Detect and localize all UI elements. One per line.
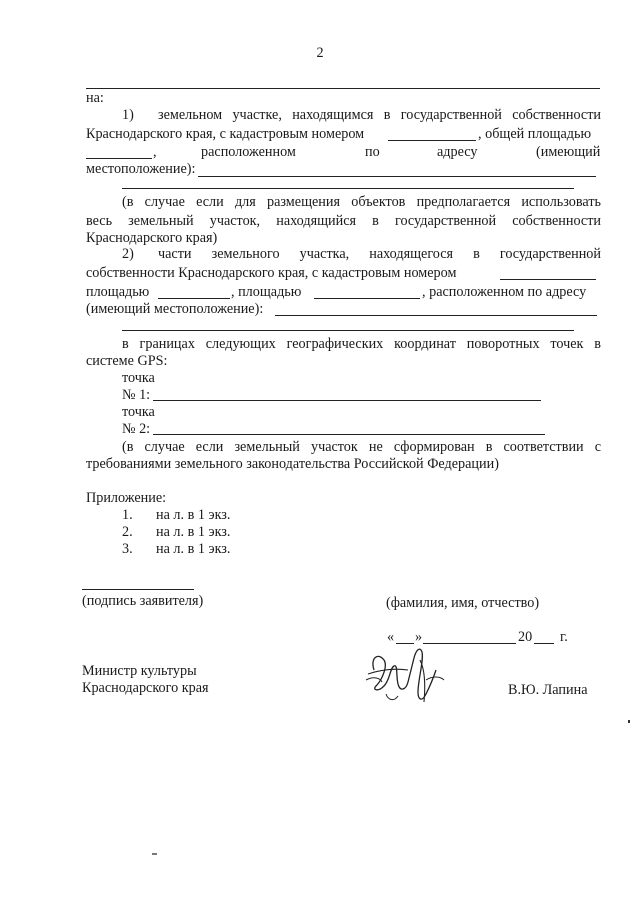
item1-line3e: (имеющий [536,144,601,160]
note2-line1: (в случае если земельный участок не сформирован в соответствии с [122,439,601,455]
item1-line1: земельном участке, находящимся в государственной собственности [158,107,601,123]
item2-line2: собственности Краснодарского края, с кадастровым номером [86,265,457,281]
appendix-item-number: 3. [122,541,133,557]
appendix-item-number: 2. [122,524,133,540]
handwritten-signature [360,640,450,712]
gps-point1-label: точка [122,370,155,386]
full-name-caption: (фамилия, имя, отчество) [386,595,540,611]
area-blank-3[interactable] [314,298,420,299]
item2-line4: (имеющий местоположение): [86,301,264,317]
area-blank-2[interactable] [158,298,230,299]
cadastral-number-blank-1[interactable] [388,140,476,141]
gps-point2-label: точка [122,404,155,420]
area-blank-1[interactable] [86,158,152,159]
item1-line2a: Краснодарского края, с кадастровым номером [86,126,365,142]
scan-speck [628,720,630,723]
year-prefix: 20 [518,629,533,645]
minister-title-line2: Краснодарского края [82,680,209,696]
page-number: 2 [316,45,324,61]
note2-line2: требованиями земельного законодательства Российской Федерации) [86,456,499,472]
gps-line1: в границах следующих географических координат поворотных точек в [122,336,601,352]
appendix-item-text: на л. в 1 экз. [156,507,231,523]
gps-point1-blank[interactable] [153,400,541,401]
item1-line4: местоположение): [86,161,196,177]
address-blank-1b[interactable] [122,188,574,189]
gps-point2-blank[interactable] [153,434,545,435]
item1-line3a: , [153,144,157,160]
cadastral-number-blank-2[interactable] [500,279,596,280]
appendix-item-number: 1. [122,507,133,523]
address-blank-1[interactable] [198,176,596,177]
item2-line1: части земельного участка, находящегося в государственной [158,246,601,262]
date-close-quote: » [415,629,423,645]
gps-point1-number: № 1: [122,387,151,403]
item2-line3b: , площадью [231,284,302,300]
year-suffix: г. [560,629,568,645]
na-label: на: [86,90,104,106]
scan-speck [152,853,157,855]
item1-line3c: по [365,144,380,160]
note1-line1: (в случае если для размещения объектов предполагается использовать [122,194,601,210]
minister-name: В.Ю. Лапина [508,682,588,698]
gps-line2: системе GPS: [86,353,168,369]
item2-line3a: площадью [86,284,150,300]
gps-point2-number: № 2: [122,421,151,437]
date-year-blank[interactable] [534,643,554,644]
appendix-title: Приложение: [86,490,167,506]
note1-line2: весь земельный участок, находящийся в государственной собственности [86,213,601,229]
minister-title-line1: Министр культуры [82,663,197,679]
address-blank-2[interactable] [275,315,597,316]
item1-line3b: расположенном [201,144,296,160]
appendix-item-text: на л. в 1 экз. [156,524,231,540]
item1-line3d: адресу [437,144,478,160]
date-open-quote: « [387,629,395,645]
item1-line2b: , общей площадью [478,126,592,142]
note1-line3: Краснодарского края) [86,230,218,246]
item2-line3c: , расположенном по адресу [422,284,587,300]
address-blank-2b[interactable] [122,330,574,331]
applicant-signature-caption: (подпись заявителя) [82,593,204,609]
applicant-signature-blank[interactable] [82,589,194,590]
top-rule [86,88,600,89]
item1-number: 1) [122,107,134,123]
appendix-item-text: на л. в 1 экз. [156,541,231,557]
item2-number: 2) [122,246,134,262]
